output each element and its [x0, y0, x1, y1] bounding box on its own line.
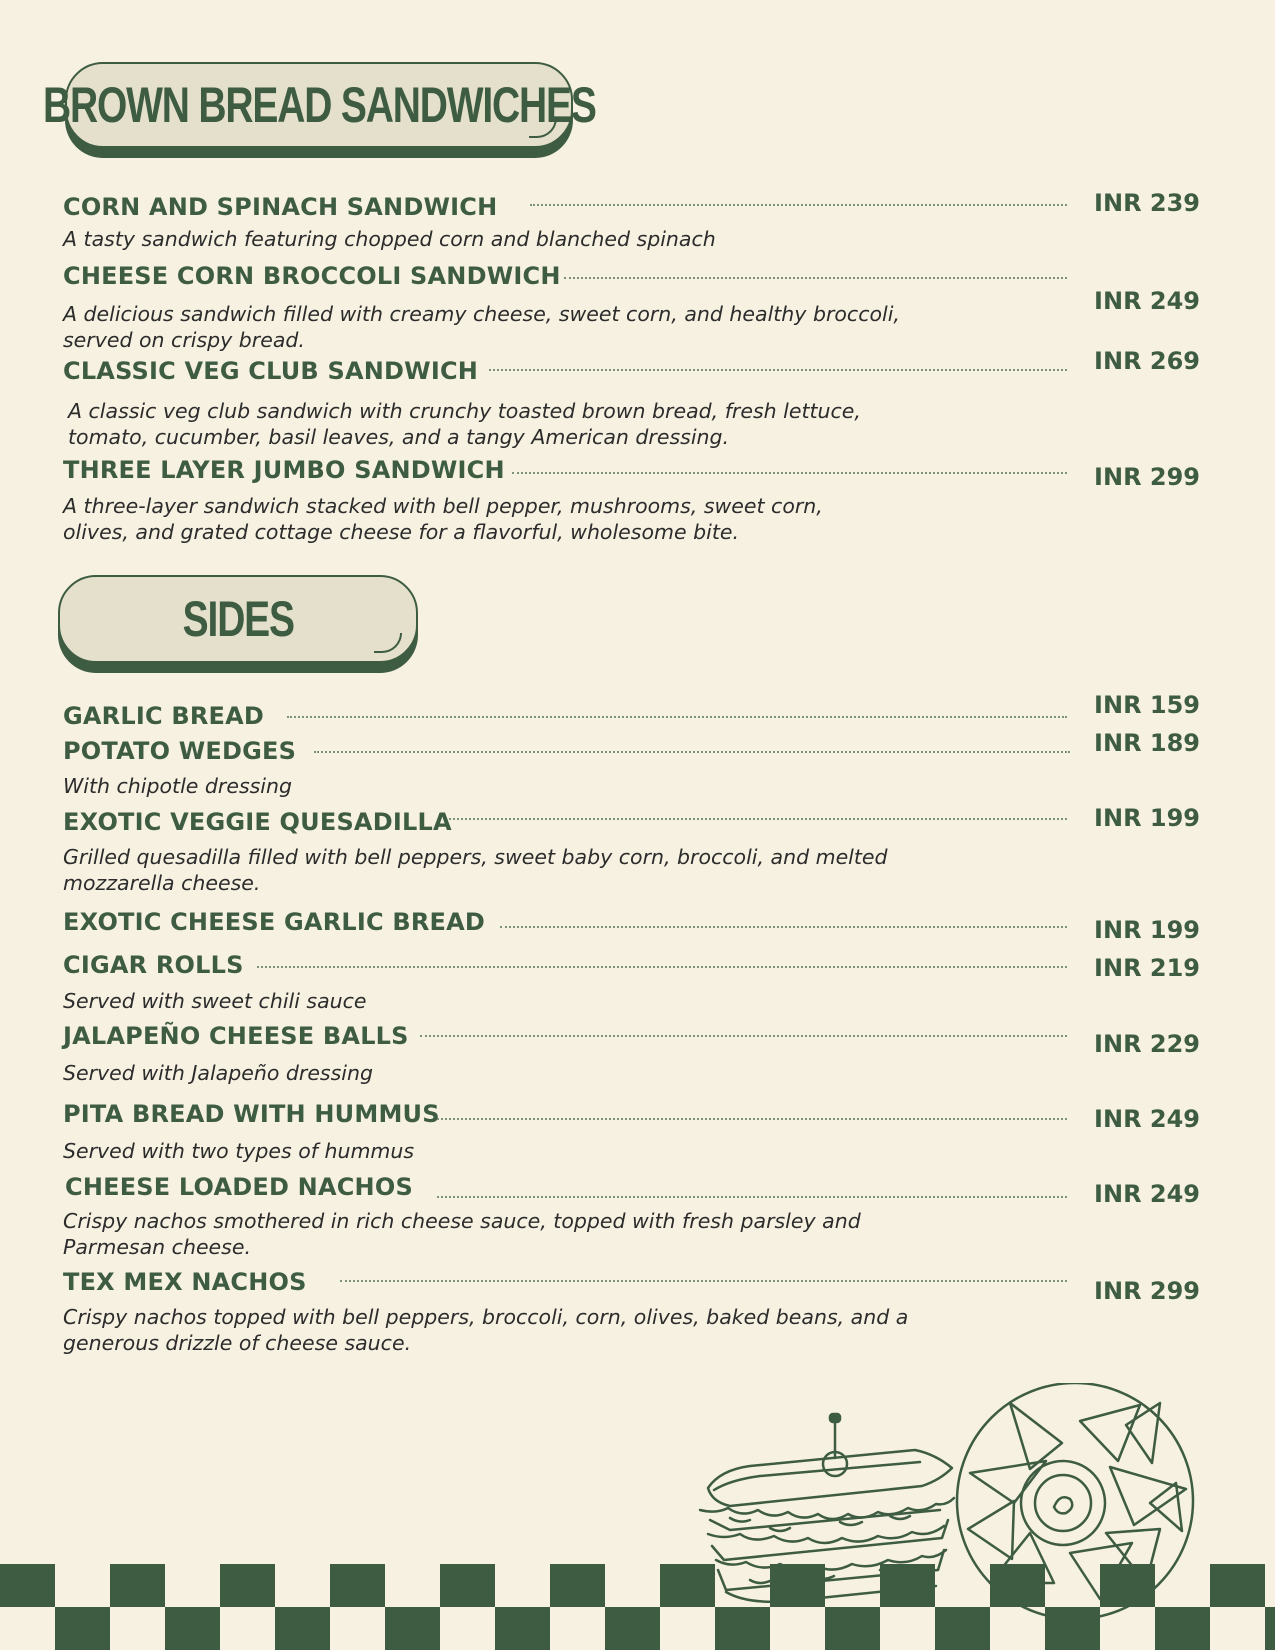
section-header-sandwiches	[42, 62, 596, 148]
checker-square	[660, 1564, 715, 1607]
dotted-leader	[340, 1280, 1067, 1282]
section-title: BROWN BREAD SANDWICHES	[42, 77, 596, 133]
item-name: PITA BREAD WITH HUMMUS	[63, 1100, 440, 1128]
checker-square	[220, 1564, 275, 1607]
checker-square	[770, 1564, 825, 1607]
dotted-leader	[437, 1196, 1067, 1198]
checker-square	[880, 1564, 935, 1607]
item-description: A classic veg club sandwich with crunchy toasted brown bread, fresh lettuce, tomato, cucumber, basil leaves, and a tangy American dressing.	[68, 399, 861, 449]
checker-square	[275, 1607, 330, 1650]
item-price: INR 199	[1094, 804, 1200, 832]
item-price: INR 159	[1094, 691, 1200, 719]
item-price: INR 239	[1094, 189, 1200, 217]
dotted-leader	[449, 818, 1067, 820]
item-price: INR 249	[1094, 1105, 1200, 1133]
checker-square	[1045, 1607, 1100, 1650]
checker-square	[440, 1564, 495, 1607]
dotted-leader	[489, 369, 1067, 371]
dotted-leader	[314, 751, 1070, 753]
item-price: INR 219	[1094, 954, 1200, 982]
item-name: CHEESE CORN BROCCOLI SANDWICH	[63, 262, 561, 290]
checker-square	[110, 1564, 165, 1607]
dotted-leader	[287, 716, 1067, 718]
checker-square	[55, 1607, 110, 1650]
item-price: INR 199	[1094, 916, 1200, 944]
dotted-leader	[564, 277, 1067, 279]
checker-square	[550, 1564, 605, 1607]
dotted-leader	[500, 926, 1067, 928]
section-header-sides	[58, 575, 418, 663]
checker-square	[0, 1564, 55, 1607]
checker-square	[605, 1607, 660, 1650]
item-price: INR 269	[1094, 347, 1200, 375]
item-description: Crispy nachos topped with bell peppers, broccoli, corn, olives, baked beans, and a generous drizzle of cheese sauce.	[63, 1305, 909, 1355]
item-name: CHEESE LOADED NACHOS	[65, 1173, 413, 1201]
item-price: INR 299	[1094, 463, 1200, 491]
pill-curl-decoration	[529, 118, 557, 138]
item-description: Served with two types of hummus	[63, 1139, 415, 1163]
item-price: INR 249	[1094, 1180, 1200, 1208]
item-description: A tasty sandwich featuring chopped corn and blanched spinach	[63, 227, 716, 251]
section-title: SIDES	[182, 591, 294, 647]
dotted-leader	[530, 204, 1067, 206]
item-name: CORN AND SPINACH SANDWICH	[63, 193, 498, 221]
checkerboard-border	[0, 1564, 1275, 1650]
checker-square	[1265, 1607, 1275, 1650]
item-description: A delicious sandwich filled with creamy cheese, sweet corn, and healthy broccoli, served on crispy bread.	[63, 302, 900, 352]
checker-square	[495, 1607, 550, 1650]
pill-curl-decoration	[374, 633, 402, 653]
checker-square	[990, 1564, 1045, 1607]
dotted-leader	[420, 1035, 1067, 1037]
item-description: Crispy nachos smothered in rich cheese sauce, topped with fresh parsley and Parmesan cheese.	[63, 1209, 861, 1259]
dotted-leader	[257, 966, 1067, 968]
item-description: Grilled quesadilla filled with bell peppers, sweet baby corn, broccoli, and melted mozzarella cheese.	[63, 845, 888, 895]
dotted-leader	[437, 1118, 1067, 1120]
item-name: TEX MEX NACHOS	[63, 1268, 307, 1296]
item-name: GARLIC BREAD	[63, 702, 265, 730]
item-name: CIGAR ROLLS	[63, 951, 244, 979]
item-description: A three-layer sandwich stacked with bell pepper, mushrooms, sweet corn, olives, and grated cottage cheese for a flavorful, wholesome bite.	[63, 494, 823, 544]
checker-square	[935, 1607, 990, 1650]
checker-square	[330, 1564, 385, 1607]
checker-square	[385, 1607, 440, 1650]
item-description: Served with sweet chili sauce	[63, 989, 367, 1013]
checker-square	[1155, 1607, 1210, 1650]
item-description: Served with Jalapeño dressing	[63, 1061, 373, 1085]
item-name: POTATO WEDGES	[63, 737, 297, 765]
item-price: INR 189	[1094, 729, 1200, 757]
item-name: JALAPEÑO CHEESE BALLS	[63, 1022, 409, 1050]
checker-square	[715, 1607, 770, 1650]
item-name: EXOTIC CHEESE GARLIC BREAD	[63, 908, 486, 936]
item-price: INR 229	[1094, 1030, 1200, 1058]
checker-square	[165, 1607, 220, 1650]
item-price: INR 249	[1094, 287, 1200, 315]
dotted-leader	[512, 472, 1067, 474]
item-name: CLASSIC VEG CLUB SANDWICH	[63, 357, 479, 385]
checker-square	[1210, 1564, 1265, 1607]
item-name: EXOTIC VEGGIE QUESADILLA	[63, 808, 452, 836]
item-name: THREE LAYER JUMBO SANDWICH	[63, 456, 505, 484]
item-price: INR 299	[1094, 1277, 1200, 1305]
checker-square	[825, 1607, 880, 1650]
checker-square	[1100, 1564, 1155, 1607]
item-description: With chipotle dressing	[63, 774, 293, 798]
